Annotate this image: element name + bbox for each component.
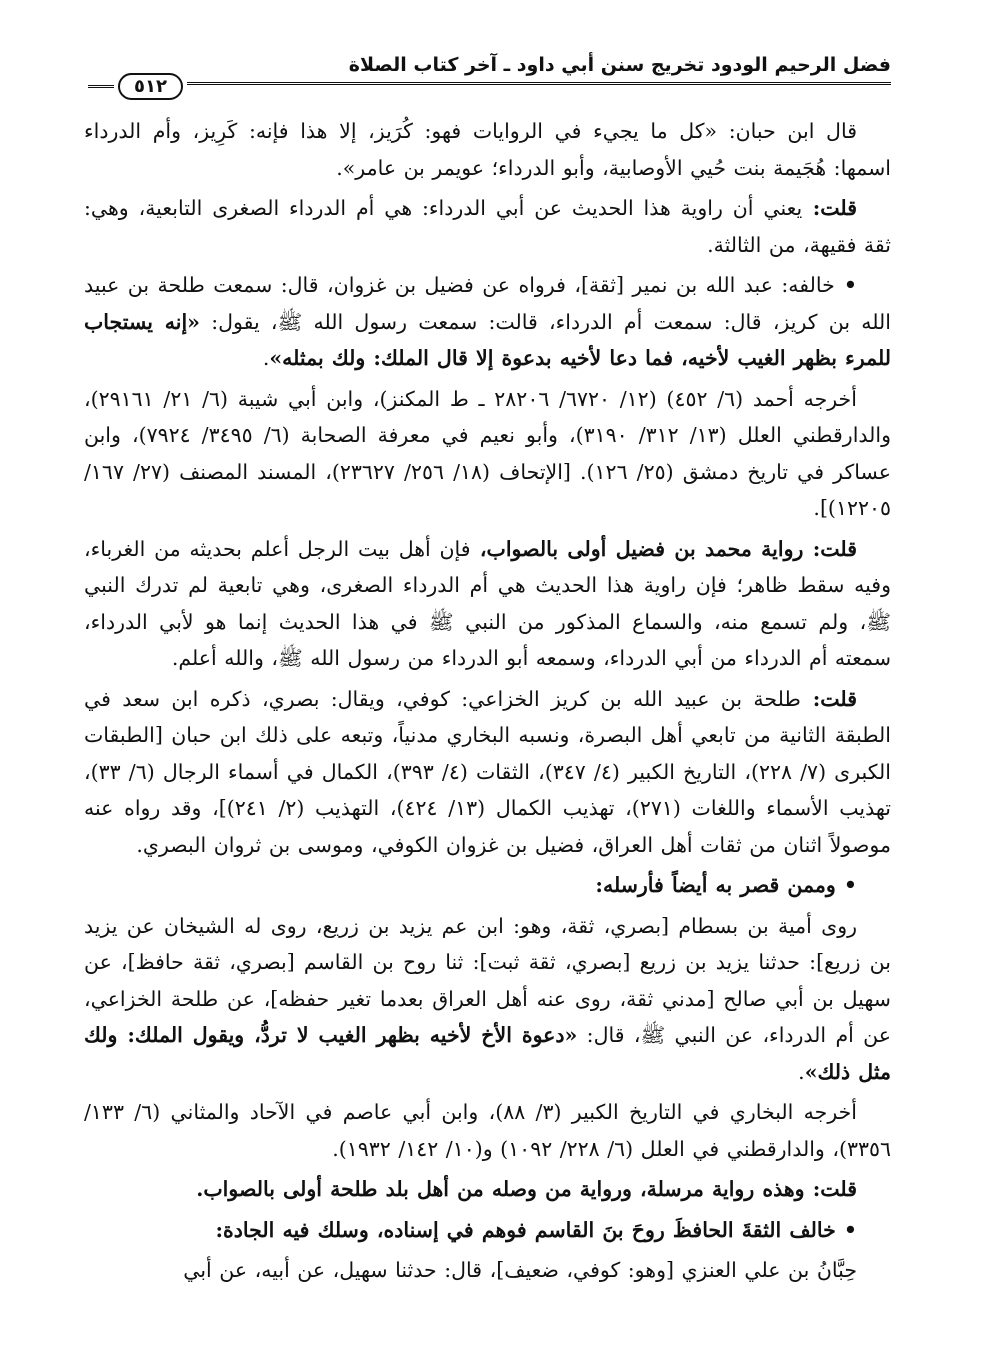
bold-text-run: قلت: رواية محمد بن فضيل أولى بالصواب، (470, 536, 857, 561)
bold-text-run: • خالف الثقةَ الحافظَ روحَ بنَ القاسم فوهم في إسناده، وسلك فيه الجادة: (215, 1217, 857, 1242)
bold-text-run: قلت: (802, 196, 858, 220)
text-run: روى أمية بن بسطام [بصري، ثقة، وهو: ابن عم يزيد بن زريع، روى له الشيخان عن يزيد بن زريع]: حدثنا يزيد بن زريع [بصري، ثقة ثبت]: ثنا روح بن القاسم [بصري، ثقة حافظ]، عن سهيل بن أبي صالح [مدني ثقة، روى عنه أهل العراق بعدما تغير حفظه]، عن طلحة الخزاعي، عن أم الدرداء، عن النبي ﷺ، قال: (84, 913, 891, 1047)
paragraph (84, 267, 891, 377)
text-run: أخرجه أحمد (٦/ ٤٥٢) (١٢/ ٦٧٢٠/ ٢٨٢٠٦ ـ ط المكنز)، وابن أبي شيبة (٦/ ٢١/ ٢٩١٦١)، والدارقطني العلل (١٣/ ٣١٢/ ٣١٩٠)، وأبو نعيم في معرفة الصحابة (٦/ ٣٤٩٥/ ٧٩٢٤)، وابن عساكر في تاريخ دمشق (٢٥/ ١٢٦). [الإتحاف (١٨/ ٢٥٦/ ٢٣٦٢٧)، المسند المصنف (٢٧/ ١٦٧/ ١٢٢٠٥)]. (84, 386, 891, 520)
text-run: أخرجه البخاري في التاريخ الكبير (٣/ ٨٨)، وابن أبي عاصم في الآحاد والمثاني (٦/ ١٣٣/ ٣٣٥٦)، والدارقطني في العلل (٦/ ٢٢٨/ ١٠٩٢) و(١٠/ ١٤٢/ ١٩٣٢). (84, 1100, 891, 1161)
bold-text-run: • (834, 273, 857, 297)
text-run: . (262, 346, 270, 370)
paragraph (84, 1212, 891, 1249)
paragraph (84, 908, 891, 1091)
text-run: حِبَّانُ بن علي العنزي [وهو: كوفي، ضعيف]، قال: حدثنا سهيل، عن أبيه، عن أبي (183, 1258, 857, 1282)
text-run: طلحة بن عبيد الله بن كريز الخزاعي: كوفي، ويقال: بصري، ذكره ابن سعد في الطبقة الثانية من تابعي أهل البصرة، ونسبه البخاري مدنياً، وتبعه على ذلك ابن حبان [الطبقات الكبرى (٧/ ٢٢٨)، التاريخ الكبير (٤/ ٣٤٧)، الثقات (٤/ ٣٩٣)، الكمال في أسماء الرجال (٦/ ٣٣)، تهذيب الأسماء واللغات (٢٧١)، تهذيب الكمال (١٣/ ٤٢٤)، التهذيب (٢/ ٢٤١)]، وقد رواه عنه موصولاً اثنان من ثقات أهل العراق، فضيل بن غزوان الكوفي، وموسى بن ثروان البصري. (84, 686, 891, 857)
paragraph (84, 113, 891, 186)
paragraph (84, 867, 891, 904)
page-body (84, 113, 891, 1289)
text-run: يعني أن راوية هذا الحديث عن أبي الدرداء: هي أم الدرداء الصغرى التابعية، وهي: ثقة فقيهة، من الثالثة. (84, 196, 891, 257)
text-run: قال ابن حبان: «كل ما يجيء في الروايات فهو: كُرَيز، إلا هذا فإنه: كَرِيز، وأم الدرداء اسمها: هُجَيمة بنت حُيي الأوصابية، وأبو الدرداء؛ عويمر بن عامر». (84, 119, 891, 180)
bold-text-run: قلت: (800, 686, 857, 711)
paragraph (84, 531, 891, 677)
paragraph (84, 190, 891, 263)
page-number: ٥١٢ (118, 73, 183, 100)
running-title: فضل الرحيم الودود تخريج سنن أبي داود ـ آخر كتاب الصلاة (348, 54, 891, 76)
page-header (84, 28, 891, 97)
page-number-badge (84, 73, 187, 100)
text-run: خالفه: عبد الله بن نمير [ثقة]، فرواه عن فضيل بن غزوان، قال: سمعت طلحة بن عبيد الله بن كريز، قال: سمعت أم الدرداء، قالت: سمعت رسول الله ﷺ، يقول: (84, 273, 891, 334)
text-run: . (798, 1059, 805, 1084)
bold-text-run: قلت: وهذه رواية مرسلة، ورواية من وصله من أهل بلد طلحة أولى بالصواب. (196, 1177, 857, 1201)
header-rule-ornament (88, 85, 114, 88)
bold-text-run: «دعوة الأخ لأخيه بظهر الغيب لا تردُّ، ويقول الملك: ولك مثل ذلك» (84, 1023, 891, 1084)
paragraph (84, 681, 891, 864)
bold-text-run: «إنه يستجاب للمرء بظهر الغيب لأخيه، فما دعا لأخيه بدعوة إلا قال الملك: ولك بمثله» (84, 309, 891, 370)
paragraph (84, 381, 891, 527)
paragraph (84, 1252, 891, 1289)
paragraph (84, 1171, 891, 1208)
paragraph (84, 1094, 891, 1167)
text-run: فإن أهل بيت الرجل أعلم بحديثه من الغرباء، وفيه سقط ظاهر؛ فإن راوية هذا الحديث هي أم الدرداء الصغرى، وهي تابعية لم تدرك النبي ﷺ، ولم تسمع منه، والسماع المذكور من النبي ﷺ في هذا الحديث إنما هو لأبي الدرداء، سمعته أم الدرداء من أبي الدرداء، وسمعه أبو الدرداء من رسول الله ﷺ، والله أعلم. (84, 536, 891, 670)
bold-text-run: • وممن قصر به أيضاً فأرسله: (595, 873, 857, 897)
